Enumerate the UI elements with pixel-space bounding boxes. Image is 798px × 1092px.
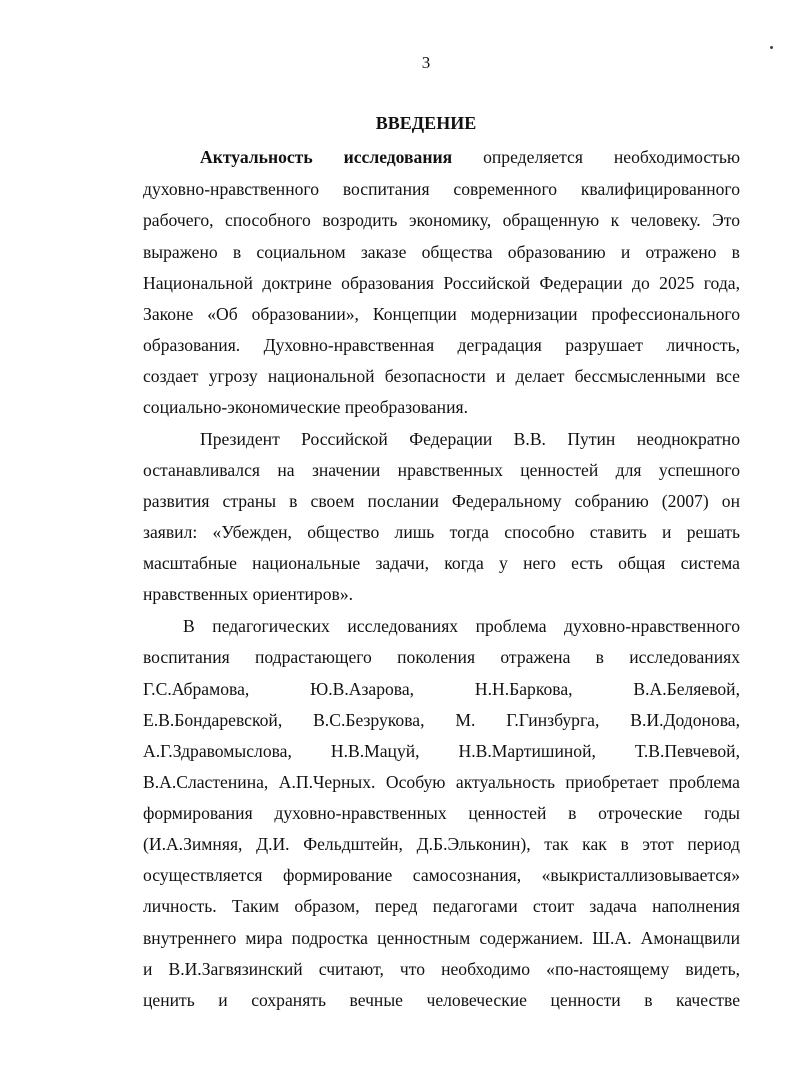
paragraph-line: Законе «Об образовании», Концепции модернизации профессионального <box>143 304 740 324</box>
paragraph-line: останавливался на значении нравственных ценностей для успешного <box>143 460 740 480</box>
paragraph-line: (И.А.Зимняя, Д.И. Фельдштейн, Д.Б.Эльконин), так как в этот период <box>143 834 740 854</box>
paragraph-line: масштабные национальные задачи, когда у него есть общая система <box>143 553 740 573</box>
section-heading: ВВЕДЕНИЕ <box>375 113 477 133</box>
lead-bold-text: Актуальность исследования <box>200 147 453 167</box>
paragraph-line: воспитания подрастающего поколения отражена в исследованиях <box>143 647 740 667</box>
paragraph-line: А.Г.Здравомыслова, Н.В.Мацуй, Н.В.Мартишиной, Т.В.Певчевой, <box>143 741 740 761</box>
paragraph-line: В.А.Сластенина, А.П.Черных. Особую актуальность приобретает проблема <box>143 772 740 792</box>
paragraph-line: формирования духовно-нравственных ценностей в отроческие годы <box>143 803 740 823</box>
paragraph-line: заявил: «Убежден, общество лишь тогда способно ставить и решать <box>143 522 740 542</box>
paragraph-line: образования. Духовно-нравственная деградация разрушает личность, <box>143 335 740 355</box>
paragraph-line: ценить и сохранять вечные человеческие ценности в качестве <box>143 990 740 1010</box>
paragraph-line: рабочего, способного возродить экономику, обращенную к человеку. Это <box>143 210 740 230</box>
paragraph-line: Национальной доктрине образования Российской Федерации до 2025 года, <box>143 273 740 293</box>
paragraph-line: Президент Российской Федерации В.В. Путин неоднократно <box>200 429 740 449</box>
paragraph-line: осуществляется формирование самосознания, «выкристаллизовывается» <box>143 865 740 885</box>
paragraph-line: создает угрозу национальной безопасности и делает бессмысленными все <box>143 366 740 386</box>
lead-text: определяется необходимостью <box>483 147 740 167</box>
paragraph-line: развития страны в своем послании Федеральному собранию (2007) он <box>143 491 740 511</box>
paragraph-line: социально-экономические преобразования. <box>143 397 469 417</box>
paragraph-line: выражено в социальном заказе общества образованию и отражено в <box>143 242 740 262</box>
paragraph-line: В педагогических исследованиях проблема духовно-нравственного <box>183 616 740 636</box>
paragraph-line: личность. Таким образом, перед педагогами стоит задача наполнения <box>143 896 740 916</box>
paragraph-line: нравственных ориентиров». <box>143 584 354 604</box>
paragraph-line: Г.С.Абрамова, Ю.В.Азарова, Н.Н.Баркова, В.А.Беляевой, <box>143 679 740 699</box>
paragraph-line <box>200 145 740 169</box>
scan-speck <box>770 46 773 49</box>
page-number: 3 <box>421 53 431 72</box>
paragraph-line: и В.И.Загвязинский считают, что необходимо «по-настоящему видеть, <box>143 959 740 979</box>
paragraph-line: духовно-нравственного воспитания современного квалифицированного <box>143 179 740 199</box>
paragraph-line: Е.В.Бондаревской, В.С.Безрукова, М. Г.Гинзбурга, В.И.Додонова, <box>143 710 740 730</box>
paragraph-line: внутреннего мира подростка ценностным содержанием. Ш.А. Амонащвили <box>143 928 740 948</box>
